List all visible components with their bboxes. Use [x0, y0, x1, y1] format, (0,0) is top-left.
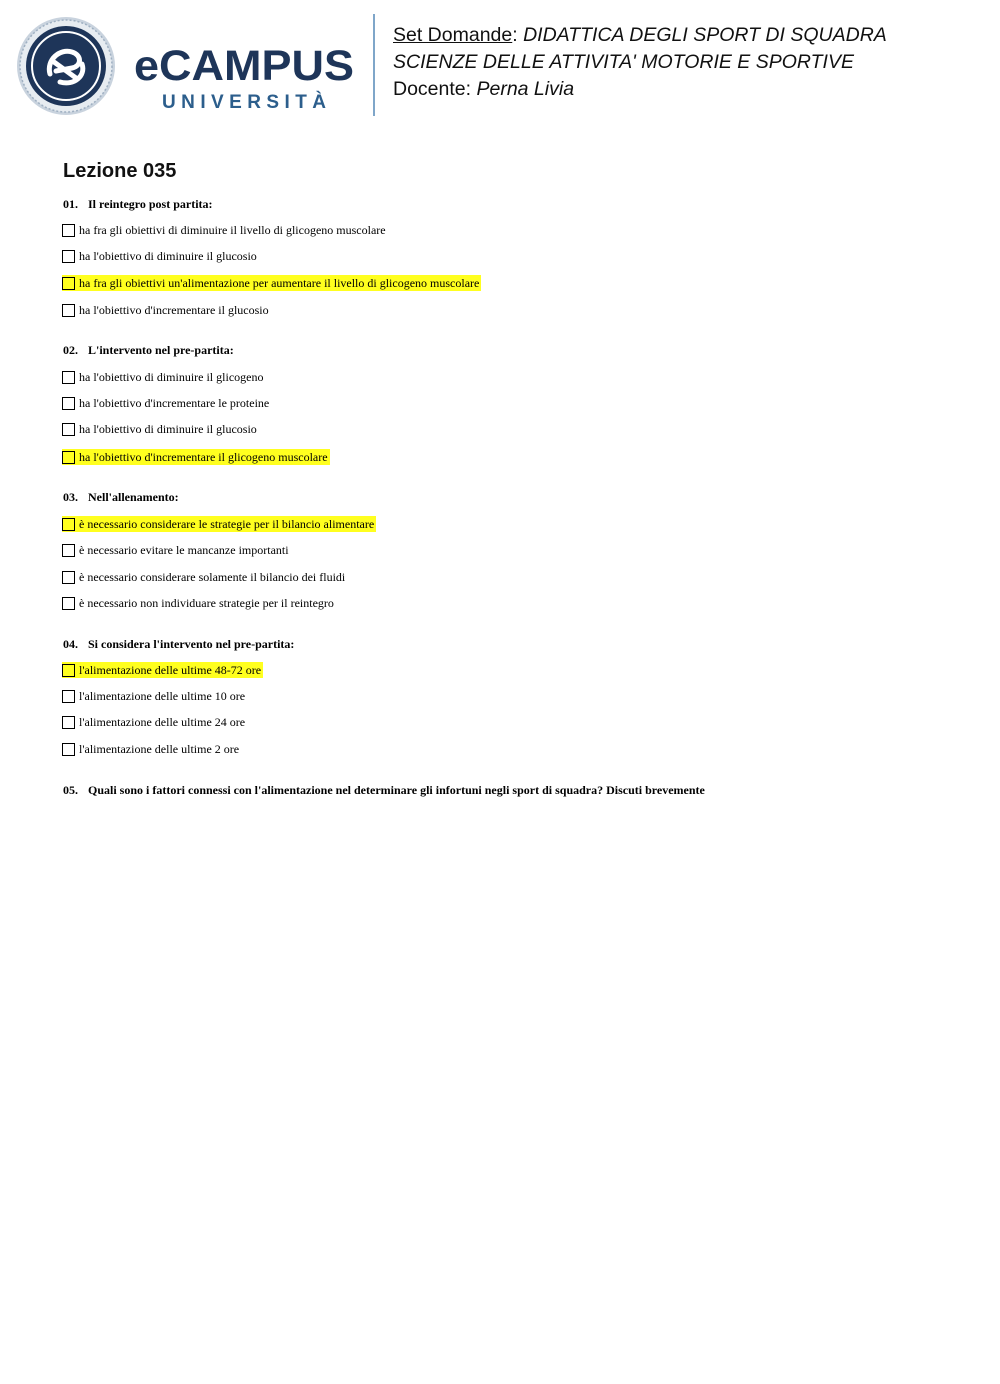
option-text: ha fra gli obiettivi di diminuire il livello di glicogeno muscolare — [79, 222, 386, 237]
answer-option[interactable] — [62, 741, 239, 757]
answer-option-highlighted[interactable] — [62, 449, 330, 465]
answer-option[interactable] — [62, 222, 386, 238]
answer-option[interactable] — [62, 569, 345, 585]
answer-option[interactable] — [62, 688, 245, 704]
question-02-title — [63, 343, 234, 358]
question-05-title — [63, 783, 705, 798]
question-03-title — [63, 490, 179, 505]
answer-option-highlighted[interactable] — [62, 662, 263, 678]
header-line-teacher — [393, 76, 887, 103]
answer-option[interactable] — [62, 542, 289, 558]
question-number: 05. — [63, 783, 78, 797]
option-text: ha fra gli obiettivi un'alimentazione per aumentare il livello di glicogeno muscolare — [79, 275, 480, 290]
checkbox-icon[interactable] — [62, 743, 75, 756]
teacher-label: Docente: — [393, 78, 472, 100]
answer-option-highlighted[interactable] — [62, 516, 376, 532]
option-text: è necessario considerare le strategie per il bilancio alimentare — [79, 516, 375, 531]
option-text: ha l'obiettivo d'incrementare il glicogeno muscolare — [79, 449, 328, 464]
set-label: Set Domande — [393, 24, 513, 46]
ecampus-wordmark — [134, 42, 356, 112]
answer-option[interactable] — [62, 714, 245, 730]
checkbox-icon[interactable] — [62, 571, 75, 584]
checkbox-icon[interactable] — [62, 597, 75, 610]
option-text: ha l'obiettivo d'incrementare le proteine — [79, 395, 270, 410]
question-text: Quali sono i fattori connessi con l'alimentazione nel determinare gli infortuni negli sport di squadra? Discuti brevemente — [88, 783, 705, 797]
question-01-title — [63, 197, 213, 212]
option-text: l'alimentazione delle ultime 10 ore — [79, 688, 246, 703]
answer-option[interactable] — [62, 395, 269, 411]
option-text: ha l'obiettivo di diminuire il glucosio — [79, 421, 257, 436]
degree-name: SCIENZE DELLE ATTIVITA' MOTORIE E SPORTIVE — [393, 51, 854, 73]
answer-option[interactable] — [62, 369, 263, 385]
checkbox-icon[interactable] — [62, 304, 75, 317]
option-text: è necessario evitare le mancanze importanti — [79, 542, 289, 557]
checkbox-icon[interactable] — [62, 397, 75, 410]
checkbox-icon[interactable] — [62, 423, 75, 436]
logo-subtext: UNIVERSITÀ — [162, 92, 326, 112]
header-divider — [373, 14, 375, 116]
question-text: L'intervento nel pre-partita: — [88, 343, 234, 357]
answer-option[interactable] — [62, 248, 257, 264]
answer-option[interactable] — [62, 302, 269, 318]
checkbox-icon[interactable] — [62, 371, 75, 384]
teacher-name: Perna Livia — [476, 78, 575, 100]
question-number: 02. — [63, 343, 78, 357]
lesson-title: Lezione 035 — [63, 160, 177, 182]
question-number: 04. — [63, 637, 78, 651]
ecampus-seal-logo — [16, 16, 116, 116]
checkbox-icon[interactable] — [62, 451, 75, 464]
option-text: ha l'obiettivo di diminuire il glucosio — [79, 248, 257, 263]
answer-option-highlighted[interactable] — [62, 275, 481, 291]
course-name: DIDATTICA DEGLI SPORT DI SQUADRA — [523, 24, 887, 46]
question-text: Nell'allenamento: — [88, 490, 179, 504]
answer-option[interactable] — [62, 595, 334, 611]
checkbox-icon[interactable] — [62, 277, 75, 290]
document-header — [0, 0, 1000, 130]
question-04-title — [63, 637, 294, 652]
header-line-degree — [393, 49, 887, 76]
checkbox-icon[interactable] — [62, 224, 75, 237]
logo-text: eCAMPUS — [134, 42, 354, 90]
checkbox-icon[interactable] — [62, 690, 75, 703]
header-line-set — [393, 22, 887, 49]
checkbox-icon[interactable] — [62, 518, 75, 531]
option-text: l'alimentazione delle ultime 24 ore — [79, 714, 246, 729]
question-text: Il reintegro post partita: — [88, 197, 213, 211]
set-separator: : — [512, 24, 518, 46]
answer-option[interactable] — [62, 421, 257, 437]
option-text: è necessario non individuare strategie per il reintegro — [79, 595, 334, 610]
checkbox-icon[interactable] — [62, 716, 75, 729]
checkbox-icon[interactable] — [62, 664, 75, 677]
question-number: 03. — [63, 490, 78, 504]
option-text: ha l'obiettivo d'incrementare il glucosio — [79, 302, 269, 317]
option-text: l'alimentazione delle ultime 2 ore — [79, 741, 240, 756]
option-text: è necessario considerare solamente il bilancio dei fluidi — [79, 569, 346, 584]
checkbox-icon[interactable] — [62, 250, 75, 263]
option-text: ha l'obiettivo di diminuire il glicogeno — [79, 369, 264, 384]
checkbox-icon[interactable] — [62, 544, 75, 557]
question-text: Si considera l'intervento nel pre-partita: — [88, 637, 295, 651]
option-text: l'alimentazione delle ultime 48-72 ore — [79, 662, 262, 677]
header-course-info — [393, 22, 887, 103]
question-number: 01. — [63, 197, 78, 211]
